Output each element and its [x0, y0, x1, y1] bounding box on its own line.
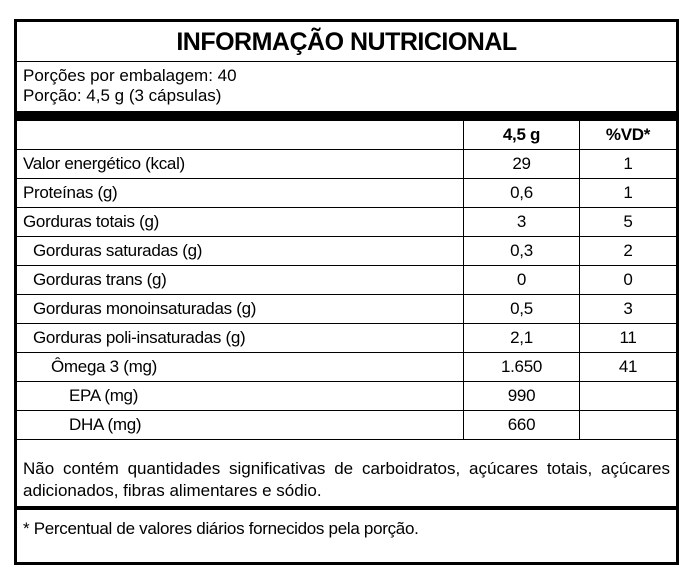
- nutrient-amount: 0,3: [464, 237, 580, 266]
- nutrient-amount: 1.650: [464, 353, 580, 382]
- nutrient-label: Gorduras saturadas (g): [17, 237, 464, 266]
- nutrient-amount: 0,5: [464, 295, 580, 324]
- nutrient-daily-value: 3: [580, 295, 677, 324]
- nutrient-label: Gorduras monoinsaturadas (g): [17, 295, 464, 324]
- nutrient-label: EPA (mg): [17, 382, 464, 411]
- table-row: [17, 237, 676, 266]
- nutrient-label: Gorduras trans (g): [17, 266, 464, 295]
- nutrient-amount: 0: [464, 266, 580, 295]
- table-row: [17, 324, 676, 353]
- table-row: [17, 295, 676, 324]
- nutrition-table: [17, 121, 676, 440]
- nutrient-amount: 2,1: [464, 324, 580, 353]
- nutrient-daily-value: [580, 382, 677, 411]
- nutrient-note: Não contém quantidades significativas de carboidratos, açúcares totais, açúcares adicionados, fibras alimentares e sódio.: [23, 459, 670, 500]
- nutrient-amount: 660: [464, 411, 580, 440]
- nutrient-daily-value: 2: [580, 237, 677, 266]
- table-header-row: [17, 121, 676, 150]
- nutrient-amount: 29: [464, 150, 580, 179]
- nutrient-label: Gorduras totais (g): [17, 208, 464, 237]
- servings-per-package: Porções por embalagem: 40: [23, 66, 237, 85]
- footnote-divider: [17, 506, 676, 510]
- table-row: [17, 179, 676, 208]
- nutrient-label: Gorduras poli-insaturadas (g): [17, 324, 464, 353]
- nutrient-daily-value: 0: [580, 266, 677, 295]
- nutrient-daily-value: 5: [580, 208, 677, 237]
- nutrient-amount: 3: [464, 208, 580, 237]
- nutrient-daily-value: 1: [580, 179, 677, 208]
- table-row: [17, 208, 676, 237]
- header-daily-value: %VD*: [580, 121, 677, 150]
- nutrient-daily-value: 11: [580, 324, 677, 353]
- footnote: * Percentual de valores diários fornecidos pela porção.: [23, 519, 419, 538]
- header-label-cell: [17, 121, 464, 150]
- servings-info: [23, 66, 237, 106]
- nutrition-facts-panel: [14, 19, 679, 565]
- nutrient-amount: 0,6: [464, 179, 580, 208]
- nutrient-daily-value: 1: [580, 150, 677, 179]
- table-row: [17, 411, 676, 440]
- table-row: [17, 382, 676, 411]
- nutrient-label: Ômega 3 (mg): [17, 353, 464, 382]
- thick-divider: [17, 111, 676, 121]
- table-row: [17, 150, 676, 179]
- nutrient-daily-value: [580, 411, 677, 440]
- serving-size: Porção: 4,5 g (3 cápsulas): [23, 86, 222, 105]
- nutrient-amount: 990: [464, 382, 580, 411]
- panel-title: INFORMAÇÃO NUTRICIONAL: [17, 22, 676, 62]
- nutrient-label: Valor energético (kcal): [17, 150, 464, 179]
- nutrient-label: DHA (mg): [17, 411, 464, 440]
- table-row: [17, 266, 676, 295]
- nutrient-daily-value: 41: [580, 353, 677, 382]
- table-row: [17, 353, 676, 382]
- nutrient-label: Proteínas (g): [17, 179, 464, 208]
- header-amount: 4,5 g: [464, 121, 580, 150]
